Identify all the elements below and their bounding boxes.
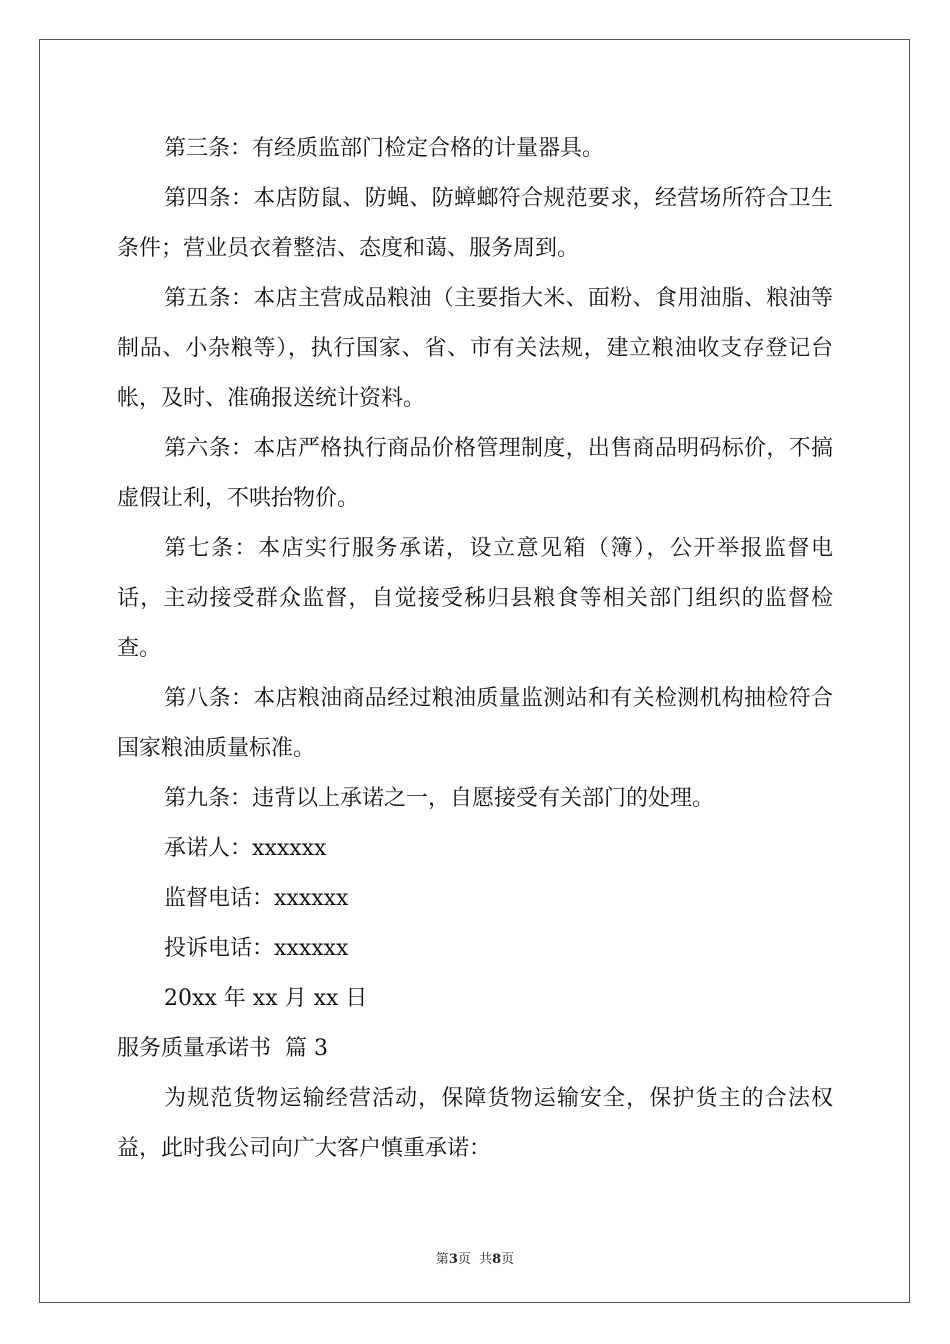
article-4: 第四条：本店防鼠、防蝇、防蟑螂符合规范要求，经营场所符合卫生条件；营业员衣着整洁、态度和蔼、服务周到。	[117, 186, 833, 261]
document-body	[117, 124, 833, 1174]
article-7: 第七条：本店实行服务承诺，设立意见箱（簿），公开举报监督电话，主动接受群众监督，自觉接受秭归县粮食等相关部门组织的监督检查。	[117, 536, 833, 661]
supervision-phone-line: 监督电话：xxxxxx	[164, 886, 349, 911]
promisor-line: 承诺人：xxxxxx	[164, 836, 327, 861]
page-footer	[0, 1248, 950, 1267]
article-9: 第九条：违背以上承诺之一，自愿接受有关部门的处理。	[164, 786, 715, 811]
footer-prefix: 第	[435, 1252, 449, 1267]
footer-suffix: 页	[501, 1252, 515, 1267]
footer-mid: 页 共	[457, 1252, 493, 1267]
section-heading: 服务质量承诺书 篇 3	[117, 1036, 328, 1061]
article-5: 第五条：本店主营成品粮油（主要指大米、面粉、食用油脂、粮油等制品、小杂粮等），执行国家、省、市有关法规，建立粮油收支存登记台帐，及时、准确报送统计资料。	[117, 286, 833, 411]
date-line: 20xx 年 xx 月 xx 日	[164, 986, 368, 1011]
article-3: 第三条：有经质监部门检定合格的计量器具。	[164, 136, 605, 161]
complaint-phone-line: 投诉电话：xxxxxx	[164, 936, 349, 961]
article-6: 第六条：本店严格执行商品价格管理制度，出售商品明码标价，不搞虚假让利，不哄抬物价。	[117, 436, 833, 511]
article-8: 第八条：本店粮油商品经过粮油质量监测站和有关检测机构抽检符合国家粮油质量标准。	[117, 686, 833, 761]
footer-total-pages: 8	[492, 1252, 502, 1267]
intro-paragraph: 为规范货物运输经营活动，保障货物运输安全，保护货主的合法权益，此时我公司向广大客户慎重承诺：	[117, 1086, 833, 1161]
footer-current-page: 3	[448, 1252, 458, 1267]
